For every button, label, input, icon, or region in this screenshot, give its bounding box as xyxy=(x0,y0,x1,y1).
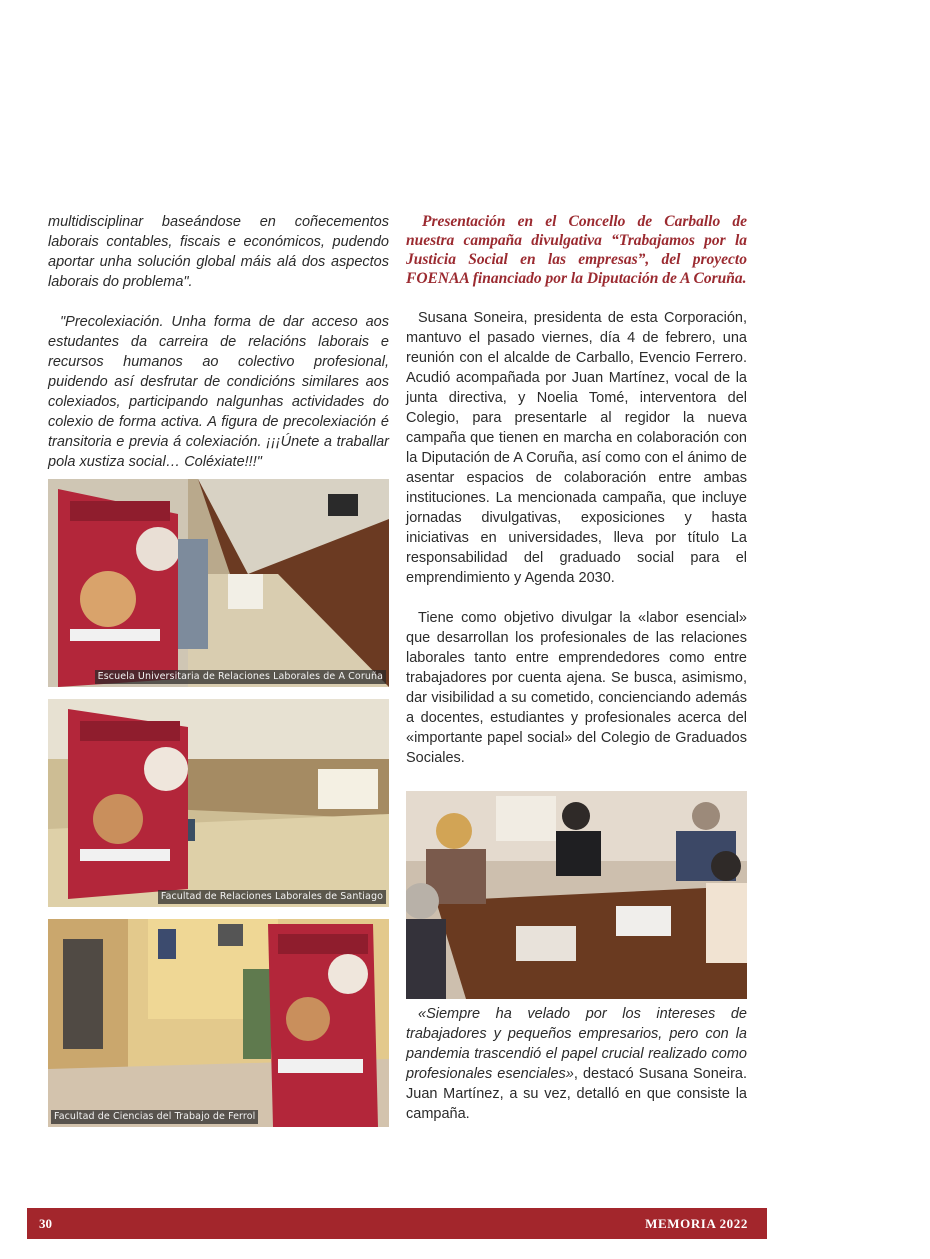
right-column xyxy=(406,212,747,768)
photo-coruna-image xyxy=(48,479,389,687)
quote-attribution: , destacó Susana Soneira. Juan Martínez, a su vez, detalló en que consiste la campaña. xyxy=(406,1066,747,1122)
article-heading: Presentación en el Concello de Carballo de nuestra campaña divulgativa “Trabajamos por la Justicia Social en las empresas”, del proyecto FOENAA financiado por la Diputación de A Coruña. xyxy=(406,213,747,287)
article-paragraph-2: Tiene como objetivo divulgar la «labor esencial» que desarrollan los profesionales de las relaciones laborales tanto entre emprendedores como entre trabajadores por cuenta ajena. Se busca, asimismo, dar visibilidad a su cometido, concienciando además a docentes, estudiantes y profesionales acerca del «importante papel social» del Colegio de Graduados Sociales. xyxy=(406,610,747,766)
photo-ferrol xyxy=(48,919,389,1127)
article-paragraph-3 xyxy=(406,1004,747,1124)
photo-coruna xyxy=(48,479,389,687)
article-paragraph-1: Susana Soneira, presidenta de esta Corporación, mantuvo el pasado viernes, día 4 de febrero, una reunión con el alcalde de Carballo, Evencio Ferrero. Acudió acompañada por Juan Martínez, vocal de la junta directiva, y Noelia Tomé, interventora del Colegio, para presentarle al regidor la nueva campaña que tienen en marcha en colaboración con la Diputación de A Coruña, así como con el ánimo de asentar espacios de colaboración entre ambas instituciones. La mencionada campaña, que incluye jornadas divulgativas, exposiciones y hasta iniciativas en universidades, lleva por título La responsabilidad del graduado social para el emprendimiento y Agenda 2030. xyxy=(406,310,747,586)
photo-santiago-caption: Facultad de Relaciones Laborales de Santiago xyxy=(158,890,386,904)
photo-ferrol-caption: Facultad de Ciencias del Trabajo de Ferrol xyxy=(51,1110,258,1124)
photo-coruna-caption: Escuela Universitaria de Relaciones Laborales de A Coruña xyxy=(95,670,386,684)
left-paragraph-continuation: multidisciplinar baseándose en coñecementos laborais contables, fiscais e económicos, pudendo aportar unha solución global máis alá dos aspectos laborais do problema". xyxy=(48,214,389,290)
page-footer xyxy=(27,1208,767,1239)
photo-ferrol-image xyxy=(48,919,389,1127)
photo-santiago xyxy=(48,699,389,907)
photo-meeting-image xyxy=(406,791,747,999)
footer-title: MEMORIA 2022 xyxy=(645,1216,748,1231)
page-number: 30 xyxy=(39,1216,52,1231)
photo-meeting xyxy=(406,791,747,999)
article-quote-block xyxy=(406,1004,747,1124)
left-paragraph-precolexiacion: "Precolexiación. Unha forma de dar acceso aos estudantes da carreira de relacións laborais e recursos humanos ao colectivo profesional, puidendo así desfrutar de condicións similares aos colexiados, participando nalgunhas actividades do colexio de forma activa. A figura de precolexiación é transitoria e previa á colexiación. ¡¡¡Únete a traballar pola xustiza social… Coléxiate!!!" xyxy=(48,314,389,470)
left-column xyxy=(48,212,389,472)
quote-italic: «Siempre ha velado por los intereses de trabajadores y pequeños empresarios, pero con la pandemia trascendió el papel crucial realizado como profesionales esenciales» xyxy=(406,1006,747,1082)
photo-santiago-image xyxy=(48,699,389,907)
